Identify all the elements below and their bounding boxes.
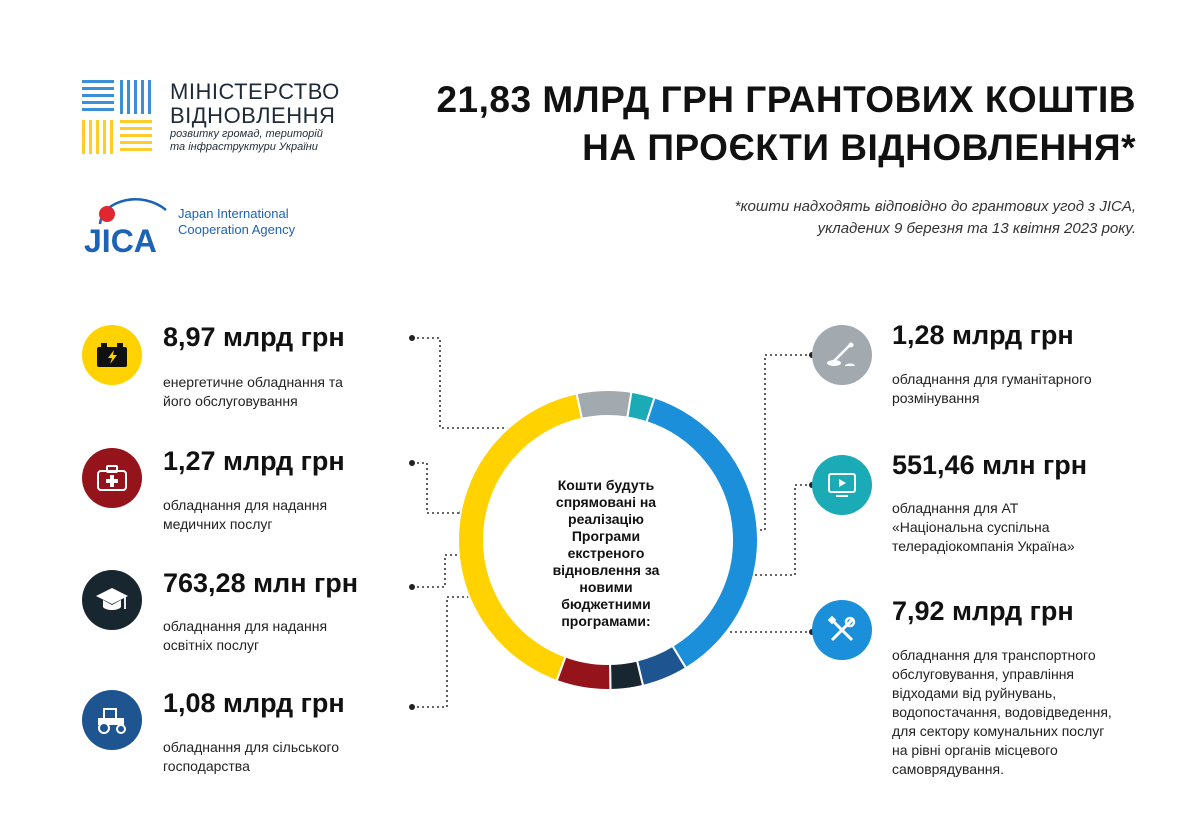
connector-demining — [752, 355, 812, 530]
connector-education — [412, 555, 462, 587]
broadcast-desc: обладнання для АТ «Національна суспільна телерадіокомпанія Україна» — [892, 500, 1075, 554]
connector-agriculture — [412, 597, 478, 707]
education-icon-circle — [82, 570, 142, 630]
mine-detector-icon — [825, 340, 859, 370]
jica-wordmark: JICA — [84, 223, 157, 259]
transport-desc: обладнання для транспортного обслуговування, управління відходами від руйнувань, водопостачання, водовідведення, для сектору комунальних послуг на рівні органів місцевого самоврядування. — [892, 647, 1112, 777]
tools-icon — [826, 614, 858, 646]
demining-desc: обладнання для гуманітарного розмінування — [892, 371, 1092, 406]
transport-icon-circle — [812, 600, 872, 660]
transport-amount: 7,92 млрд грн — [892, 596, 1074, 626]
donut-segment-1 — [577, 390, 632, 419]
jica-name: Japan International Cooperation Agency — [178, 206, 296, 237]
donut-segment-6 — [557, 657, 611, 690]
medical-icon-circle — [82, 448, 142, 508]
headline: 21,83 МЛРД ГРН ГРАНТОВИХ КОШТІВ НА ПРОЄКТИ ВІДНОВЛЕННЯ* — [436, 79, 1136, 168]
donut-segment-5 — [610, 661, 643, 690]
medical-kit-icon — [96, 464, 128, 492]
demining-amount: 1,28 млрд грн — [892, 320, 1074, 350]
ministry-title: МІНІСТЕРСТВО ВІДНОВЛЕННЯ — [170, 79, 340, 128]
energy-desc: енергетичне обладнання та його обслуговування — [163, 374, 343, 409]
broadcast-icon-circle — [812, 455, 872, 515]
connector-medical — [412, 463, 462, 513]
medical-desc: обладнання для надання медичних послуг — [163, 497, 328, 532]
broadcast-amount: 551,46 млн грн — [892, 450, 1088, 480]
medical-amount: 1,27 млрд грн — [163, 446, 345, 476]
footnote: *кошти надходять відповідно до грантових угод з JICA, укладених 9 березня та 13 квітня 2023 року. — [734, 198, 1136, 237]
demining-icon-circle — [812, 325, 872, 385]
graduation-cap-icon — [94, 585, 130, 615]
energy-icon-circle — [82, 325, 142, 385]
energy-amount: 8,97 млрд грн — [163, 322, 345, 352]
agriculture-desc: обладнання для сільського господарства — [163, 739, 340, 774]
center-text: Кошти будуть спрямовані на реалізацію Програми екстреного відновлення за новими бюджетними програмами: — [552, 477, 660, 629]
tractor-icon — [94, 705, 130, 735]
agriculture-amount: 1,08 млрд грн — [163, 688, 345, 718]
connector-energy — [412, 338, 512, 428]
battery-icon — [95, 341, 129, 369]
education-desc: обладнання для надання освітніх послуг — [163, 618, 328, 653]
education-amount: 763,28 млн грн — [163, 568, 359, 598]
ministry-subtitle: розвитку громад, територій та інфраструктури України — [170, 128, 323, 153]
agriculture-icon-circle — [82, 690, 142, 750]
tv-play-icon — [826, 471, 858, 499]
